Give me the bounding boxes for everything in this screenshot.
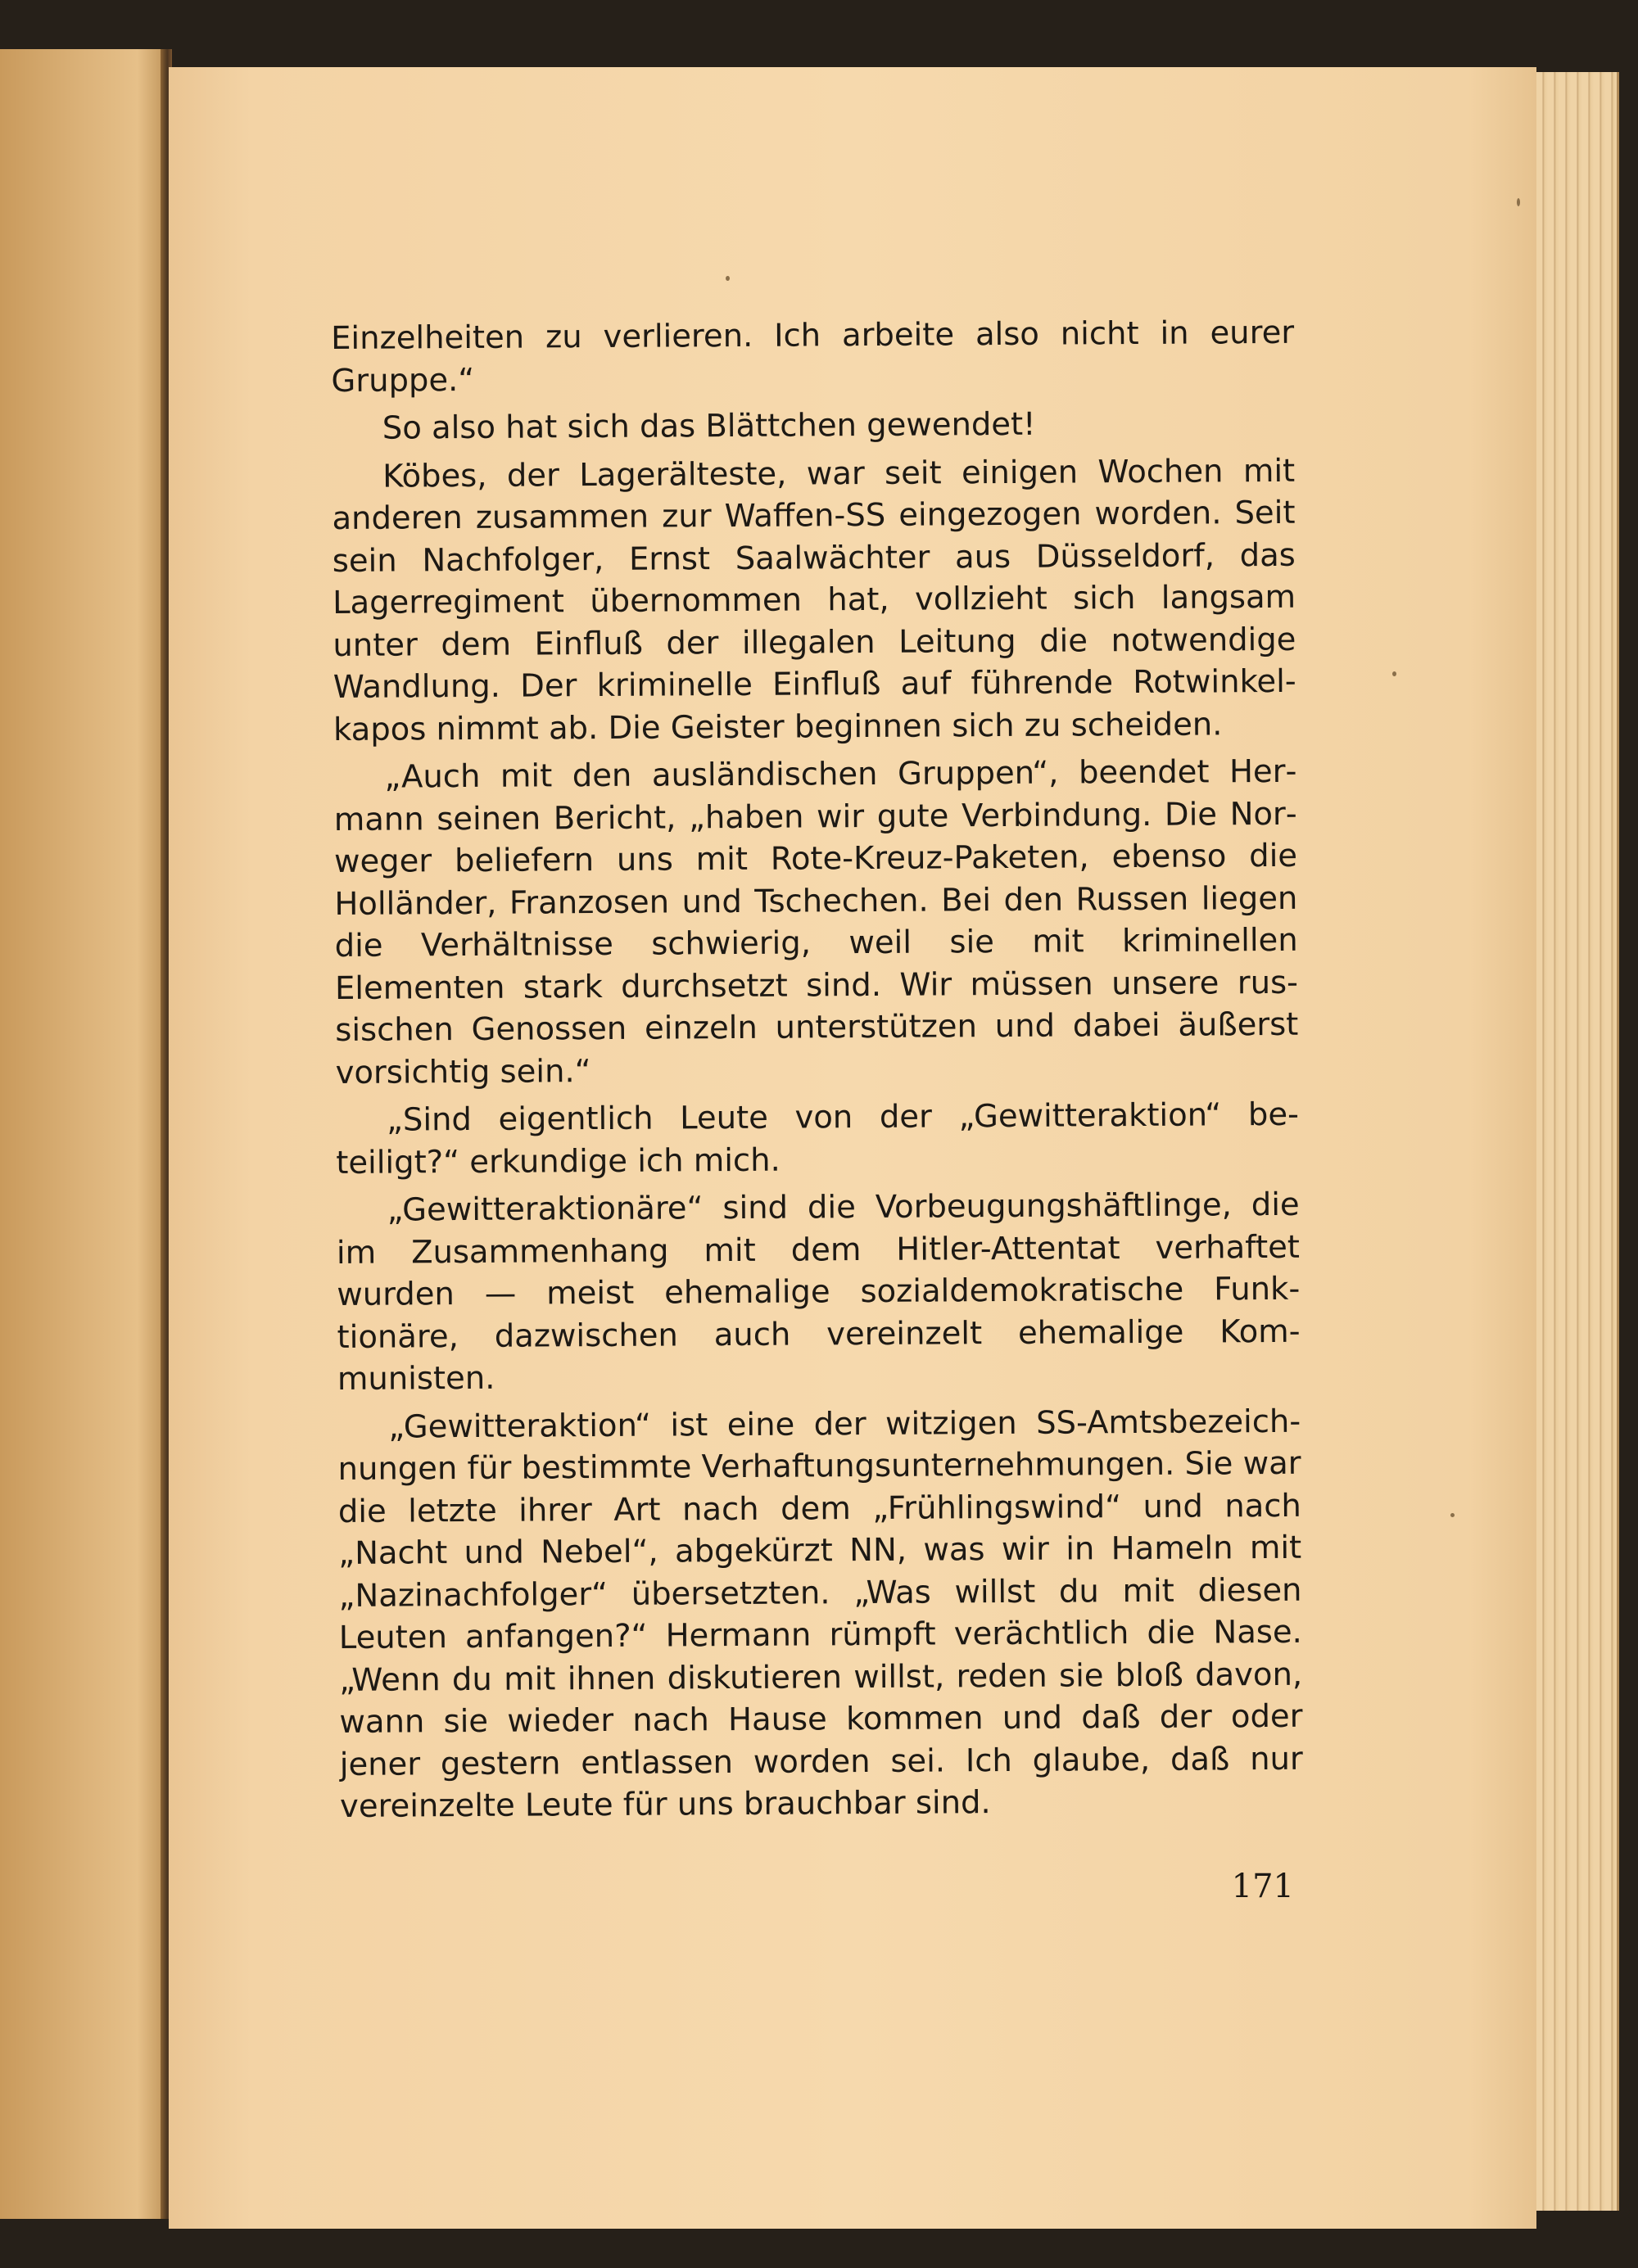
page-number: 171 bbox=[1231, 1868, 1294, 1905]
paper-speck bbox=[1517, 198, 1520, 206]
page-stack-edges bbox=[1525, 72, 1619, 2211]
paragraph: „Sind eigentlich Leute von der „Gewitteraktion“ beteiligt?“ erkundige ich mich. bbox=[336, 1096, 1300, 1181]
left-page-edge bbox=[0, 49, 172, 2219]
paper-speck bbox=[726, 276, 730, 281]
paragraph: Köbes, der Lagerälteste, war seit einigen Wochen mit anderen zusammen zur Waffen-SS eingezogen worden. Seit sein Nachfolger, Ernst Saalwächter aus Düsseldorf, das Lagerregiment übernommen hat, vollzieht sich langsam unter dem Einfluß der illegalen Leitung die notwendige Wandlung. Der kriminelle Einfluß auf führende Rotwinkelkapos nimmt ab. Die Geister beginnen sich zu scheiden. bbox=[332, 452, 1296, 748]
paper-speck bbox=[1450, 1513, 1455, 1517]
paper-speck bbox=[1392, 671, 1396, 676]
paragraph: „Gewitteraktionäre“ sind die Vorbeugungshäftlinge, die im Zusammenhang mit dem Hitler-Attentat verhaftet wurden — meist ehemalige sozialdemokratische Funktionäre, dazwischen auch vereinzelt ehemalige Kommunisten. bbox=[336, 1186, 1301, 1398]
paragraph: „Gewitteraktion“ ist eine der witzigen SS-Amtsbezeichnungen für bestimmte Verhaftungsunternehmungen. Sie war die letzte ihrer Art nach dem „Frühlingswind“ und nach „Nacht und Nebel“, abgekürzt NN, was wir in Hameln mit „Nazinachfolger“ übersetzten. „Was willst du mit diesen Leuten anfangen?“ Hermann rümpft verächtlich die Nase. „Wenn du mit ihnen diskutieren willst, reden sie bloß davon, wann sie wieder nach Hause kommen und daß der oder jener gestern entlassen worden sei. Ich glaube, daß nur vereinzelte Leute für uns brauchbar sind. bbox=[337, 1403, 1303, 1825]
paragraph: Einzelheiten zu verlieren. Ich arbeite also nicht in eurer Gruppe.“ bbox=[331, 314, 1295, 400]
paragraph: „Auch mit den ausländischen Gruppen“, beendet Hermann seinen Bericht, „haben wir gute Verbindung. Die Norweger beliefern uns mit Rote-Kreuz-Paketen, ebenso die Holländer, Franzosen und Tschechen. Bei den Russen liegen die Verhältnisse schwierig, weil sie mit kriminellen Elementen stark durchsetzt sind. Wir müssen unsere russischen Genossen einzeln unterstützen und dabei äußerst vorsichtig sein.“ bbox=[333, 752, 1299, 1091]
body-text bbox=[331, 312, 1303, 1834]
paragraph: So also hat sich das Blättchen gewendet! bbox=[382, 405, 1036, 447]
